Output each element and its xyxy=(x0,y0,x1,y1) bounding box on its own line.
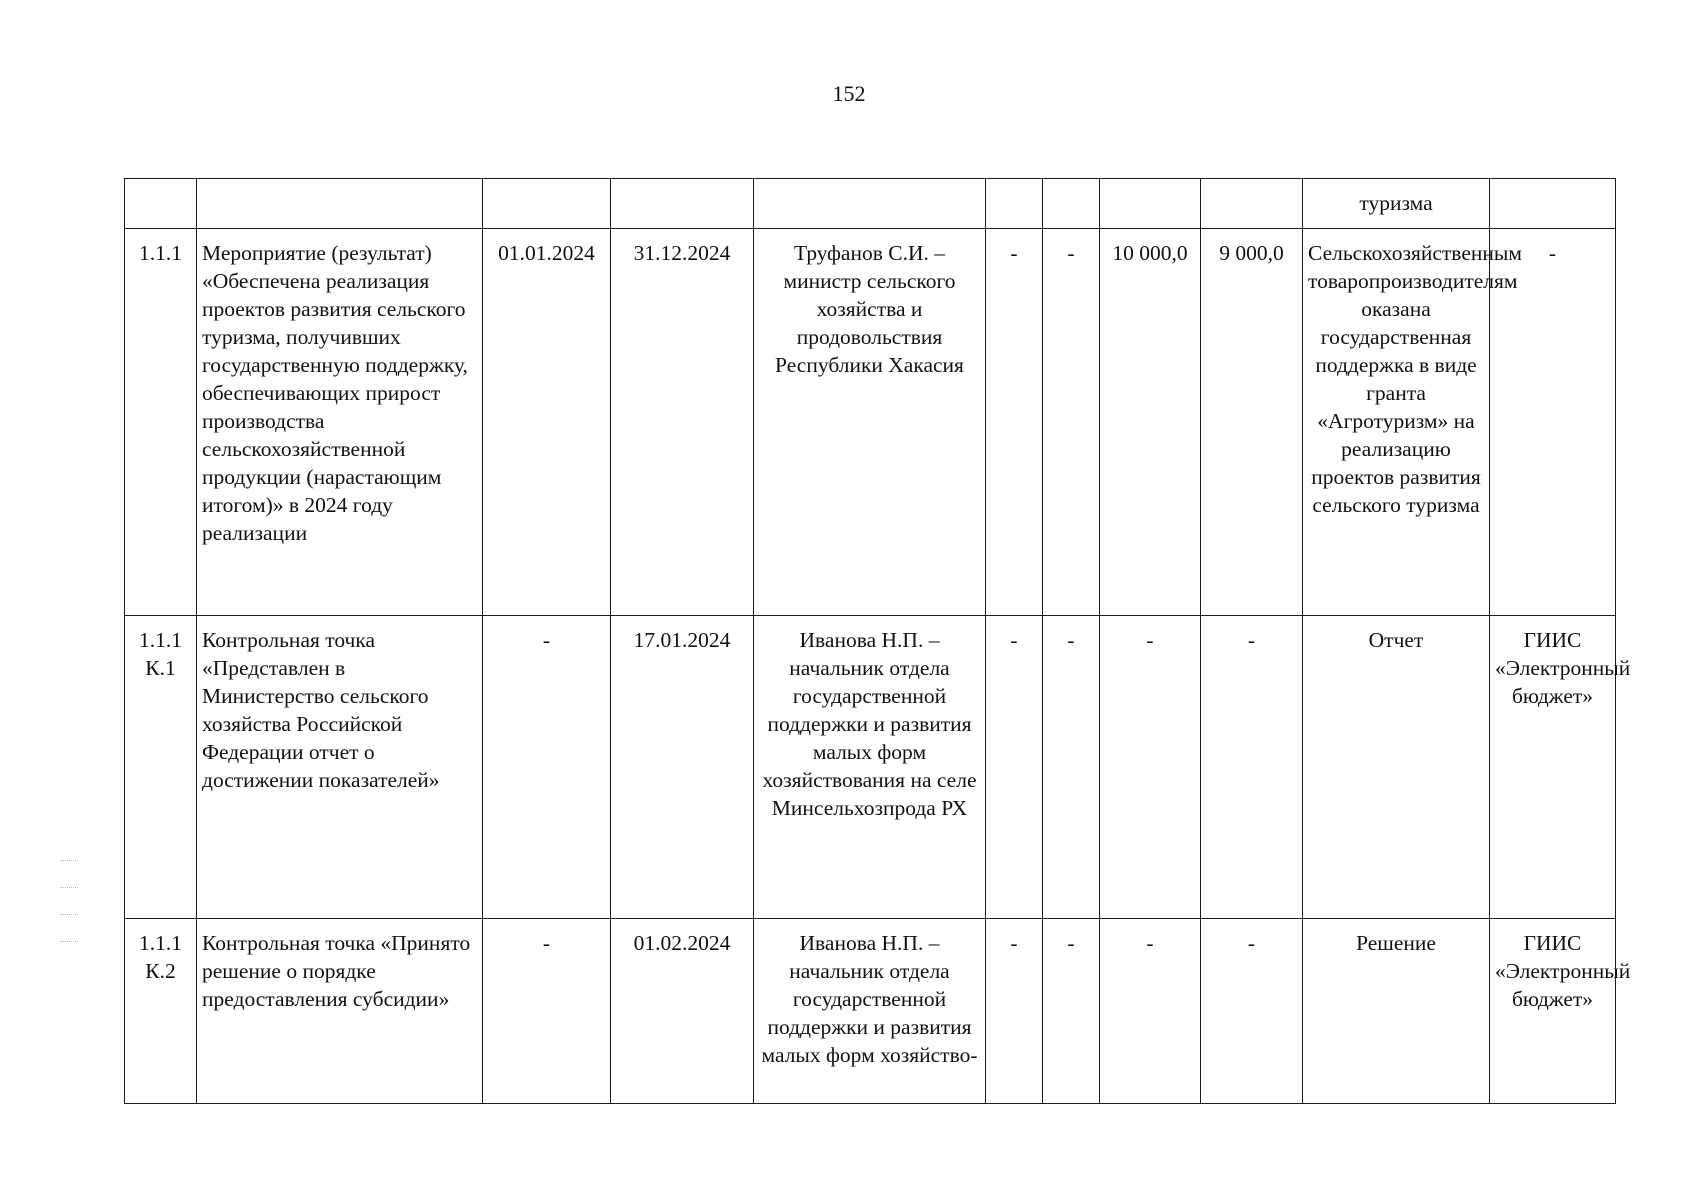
cell-id: 1.1.1 xyxy=(125,229,197,616)
cell-col6: - xyxy=(986,229,1043,616)
cell-system: - xyxy=(1490,229,1616,616)
cell-result: Сельскохозяйственным товаропроизводителям оказана государственная поддержка в виде гранта «Агротуризм» на реализацию проектов развития сельского туризма xyxy=(1303,229,1490,616)
cell-col8: - xyxy=(1100,919,1201,1104)
cell-start-date: - xyxy=(483,919,611,1104)
cell-name: Мероприятие (результат) «Обеспечена реализация проектов развития сельского туризма, получивших государственную поддержку, обеспечивающих прирост производства сельскохозяйственной продукции (нарастающим итогом)» в 2024 году реализации xyxy=(197,229,483,616)
cell-name: Контрольная точка «Представлен в Министерство сельского хозяйства Российской Федерации отчет о достижении показателей» xyxy=(197,616,483,919)
cell-responsible: Труфанов С.И. – министр сельского хозяйства и продовольствия Республики Хакасия xyxy=(754,229,986,616)
cell-id: 1.1.1 К.1 xyxy=(125,616,197,919)
cell-responsible: Иванова Н.П. – начальник отдела государственной поддержки и развития малых форм хозяйствования на селе Минсельхозпрода РХ xyxy=(754,616,986,919)
cell-id: 1.1.1 К.2 xyxy=(125,919,197,1104)
cell-system: ГИИС «Электронный бюджет» xyxy=(1490,616,1616,919)
cell-id xyxy=(125,179,197,229)
cell-end-date: 17.01.2024 xyxy=(611,616,754,919)
cell-col7: - xyxy=(1043,229,1100,616)
cell-result: Отчет xyxy=(1303,616,1490,919)
cell-col6: - xyxy=(986,616,1043,919)
cell-col9 xyxy=(1201,179,1303,229)
cell-col6 xyxy=(986,179,1043,229)
cell-start-date: - xyxy=(483,616,611,919)
cell-system: ГИИС «Электронный бюджет» xyxy=(1490,919,1616,1104)
cell-name: Контрольная точка «Принято решение о порядке предоставления субсидии» xyxy=(197,919,483,1104)
table-row xyxy=(125,179,1616,229)
table-row xyxy=(125,229,1616,616)
cell-end-date xyxy=(611,179,754,229)
cell-responsible xyxy=(754,179,986,229)
cell-col7: - xyxy=(1043,919,1100,1104)
table-row xyxy=(125,616,1616,919)
cell-end-date: 31.12.2024 xyxy=(611,229,754,616)
cell-col9: - xyxy=(1201,919,1303,1104)
cell-col8 xyxy=(1100,179,1201,229)
cell-responsible: Иванова Н.П. – начальник отдела государственной поддержки и развития малых форм хозяйство- xyxy=(754,919,986,1104)
cell-result: туризма xyxy=(1303,179,1490,229)
cell-end-date: 01.02.2024 xyxy=(611,919,754,1104)
cell-col8: 10 000,0 xyxy=(1100,229,1201,616)
cell-col9: 9 000,0 xyxy=(1201,229,1303,616)
scan-margin-marks xyxy=(60,860,90,970)
activity-plan-table xyxy=(124,178,1631,1104)
cell-col7 xyxy=(1043,179,1100,229)
cell-col6: - xyxy=(986,919,1043,1104)
cell-col7: - xyxy=(1043,616,1100,919)
cell-result: Решение xyxy=(1303,919,1490,1104)
cell-start-date: 01.01.2024 xyxy=(483,229,611,616)
table-row xyxy=(125,919,1616,1104)
cell-col9: - xyxy=(1201,616,1303,919)
cell-name xyxy=(197,179,483,229)
page-number: 152 xyxy=(832,81,866,106)
cell-col8: - xyxy=(1100,616,1201,919)
cell-system xyxy=(1490,179,1616,229)
cell-start-date xyxy=(483,179,611,229)
